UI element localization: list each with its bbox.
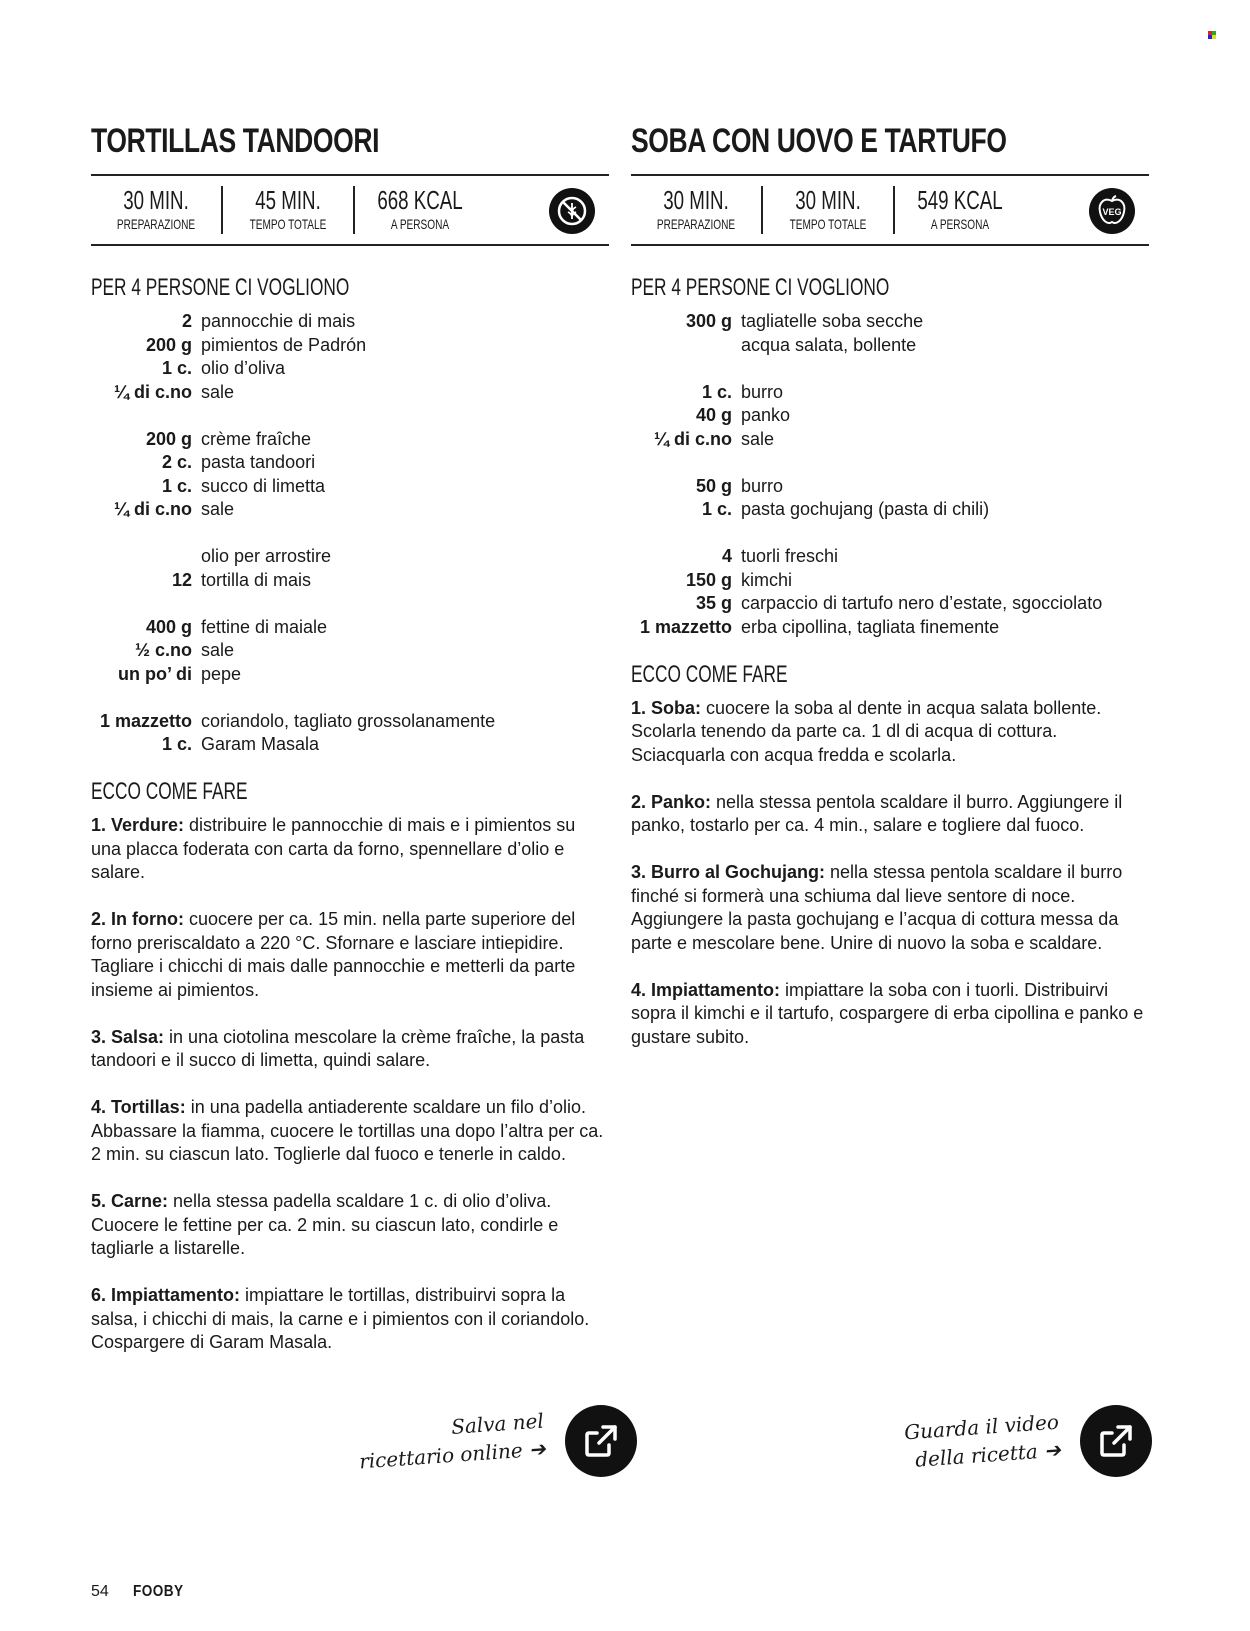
cta-line: Guarda il video [903, 1409, 1060, 1445]
method-heading: ECCO COME FARE [631, 660, 788, 688]
stat-label: TEMPO TOTALE [249, 216, 327, 233]
stat-value: 30 MIN. [123, 185, 189, 216]
stat-label: A PERSONA [390, 216, 450, 233]
ingredient-quantity: 12 [171, 569, 192, 590]
ingredient-quantity: 40 g [695, 405, 732, 425]
step-label: 6. Impiattamento: [91, 1285, 241, 1305]
ingredient-row [91, 334, 609, 358]
ingredient-quantity: 200 g [145, 428, 192, 449]
ingredient-name: panko [741, 405, 791, 425]
ingredient-name: pasta tandoori [201, 452, 316, 472]
cta-line: ricettario online ➔ [358, 1436, 547, 1474]
recipe-right [631, 118, 1149, 1073]
ingredient-quantity: 1 c. [161, 358, 192, 378]
stat-value: 30 MIN. [663, 185, 729, 216]
ingredient-row [91, 545, 609, 569]
ingredient-name: erba cipollina, tagliata finemente [741, 616, 1000, 637]
ingredient-row [91, 310, 609, 334]
cta-text [356, 1407, 546, 1476]
step-label: 2. Panko: [631, 791, 712, 812]
ingredient-quantity: 4 [721, 546, 732, 566]
step-label: 3. Salsa: [91, 1026, 165, 1047]
ingredient-name: tortilla di mais [201, 569, 312, 590]
step-text: in una ciotolina mescolare la crème fraîche, la pasta tandoori e il succo di limetta, quindi salare. [91, 1026, 585, 1070]
ingredient-quantity: 2 c. [161, 452, 192, 472]
ingredient-row [91, 569, 609, 593]
step-text: in una padella antiaderente scaldare un filo d’olio. Abbassare la fiamma, cuocere le tortillas una dopo l’altra per ca. 2 min. su ciascun lato. Toglierle dal fuoco e tenerle in caldo. [91, 1097, 604, 1164]
method-step [631, 697, 1149, 768]
save-recipe-cta[interactable] [358, 1405, 637, 1477]
ingredient-quantity: 35 g [695, 593, 732, 613]
ingredient-quantity: 1 mazzetto [99, 710, 192, 731]
ingredient-row [91, 357, 609, 381]
ingredient-name: acqua salata, bollente [741, 334, 917, 355]
method-steps [631, 697, 1149, 1050]
step-label: 1. Verdure: [91, 815, 185, 835]
step-text: impiattare le tortillas, distribuirvi sopra la salsa, i chicchi di mais, la carne e i pimientos con il coriandolo. Cospargere di Garam Masala. [91, 1285, 590, 1352]
stat-kcal [895, 186, 1025, 234]
step-label: 3. Burro al Gochujang: [631, 862, 826, 882]
ingredient-row [91, 475, 609, 499]
ingredients-heading: PER 4 PERSONE CI VOGLIONO [631, 274, 890, 301]
ingredient-quantity: 2 [181, 311, 192, 331]
ingredient-group [91, 710, 609, 757]
stat-value: 549 KCAL [917, 185, 1003, 216]
page-footer [91, 1583, 192, 1601]
ingredient-name: crème fraîche [201, 428, 312, 449]
ingredient-row [91, 428, 609, 452]
method-heading: ECCO COME FARE [91, 778, 248, 805]
watch-video-cta[interactable] [905, 1405, 1152, 1477]
ingredients-list [631, 310, 1149, 639]
stat-kcal [355, 186, 485, 234]
step-text: cuocere per ca. 15 min. nella parte superiore del forno preriscaldato a 220 °C. Sfornare e lasciare intiepidire. Tagliare i chicchi di mais dalle pannocchie e metterli da parte insieme ai pimientos. [91, 909, 576, 1000]
step-label: 4. Tortillas: [91, 1097, 186, 1117]
step-text: nella stessa pentola scaldare il burro finché si formerà una schiuma dal lieve sentore di noce. Aggiungere la pasta gochujang e l’acqua di cottura messa da parte e mescolare bene. Unire di nuovo la soba e scaldare. [631, 862, 1123, 953]
ingredient-name: carpaccio di tartufo nero d’estate, sgocciolato [741, 593, 1103, 613]
stat-label: A PERSONA [930, 216, 990, 233]
step-label: 1. Soba: [631, 697, 702, 718]
ingredient-row [631, 334, 1149, 358]
ingredient-quantity: 1 mazzetto [639, 616, 732, 637]
method-step [631, 979, 1149, 1050]
method-step [91, 1190, 609, 1261]
ingredient-quantity [631, 334, 741, 358]
page-number: 54 [91, 1583, 109, 1600]
stat-value: 30 MIN. [795, 185, 861, 216]
stat-label: PREPARAZIONE [656, 216, 736, 233]
save-recipe-button[interactable] [565, 1405, 637, 1477]
method-step [91, 814, 609, 885]
ingredient-row [91, 616, 609, 640]
ingredient-quantity: 1 c. [161, 734, 192, 754]
step-text: impiattare la soba con i tuorli. Distribuirvi sopra il kimchi e il tartufo, cospargere di erba cipollina e panko e gustare subito. [631, 979, 1144, 1047]
recipe-title-block [631, 118, 1149, 176]
ingredient-row [631, 569, 1149, 593]
cta-text [903, 1408, 1061, 1475]
ingredient-name: kimchi [741, 569, 793, 590]
ingredient-group [631, 545, 1149, 639]
recipe-stats [631, 176, 1149, 246]
ingredient-row [631, 498, 1149, 522]
print-registration-mark [1208, 31, 1216, 39]
cta-line: Salva nel [450, 1408, 545, 1439]
step-label: 5. Carne: [91, 1191, 169, 1211]
ingredient-group [91, 310, 609, 404]
ingredient-name: burro [741, 475, 784, 496]
recipe-left [91, 118, 609, 1378]
ingredient-name: burro [741, 381, 784, 402]
step-text: nella stessa padella scaldare 1 c. di olio d’oliva. Cuocere le fettine per ca. 2 min. su ciascun lato, condirle e tagliarle a listarelle. [91, 1191, 559, 1258]
stat-value: 668 KCAL [377, 185, 463, 216]
stat-label: PREPARAZIONE [116, 216, 196, 233]
method-step [91, 1096, 609, 1167]
ingredient-name: olio per arrostire [201, 546, 332, 566]
stat-total [763, 186, 895, 234]
ingredient-name: pasta gochujang (pasta di chili) [741, 499, 990, 519]
ingredient-row [91, 451, 609, 475]
step-text: nella stessa pentola scaldare il burro. Aggiungere il panko, tostarlo per ca. 4 min., salare e togliere dal fuoco. [631, 791, 1123, 835]
ingredient-name: pepe [201, 663, 242, 684]
ingredient-name: coriandolo, tagliato grossolanamente [201, 710, 496, 731]
ingredient-name: sale [201, 640, 235, 660]
step-label: 4. Impiattamento: [631, 979, 781, 1000]
ingredient-row [91, 639, 609, 663]
ingredients-list [91, 310, 609, 757]
ingredient-row [631, 428, 1149, 452]
ingredient-row [91, 710, 609, 734]
method-step [91, 908, 609, 1002]
ingredient-group [631, 475, 1149, 522]
ingredient-group [91, 545, 609, 592]
ingredient-quantity: 50 g [695, 475, 732, 496]
ingredient-quantity [91, 545, 201, 569]
ingredient-name: tagliatelle soba secche [741, 311, 924, 331]
ingredient-row [631, 545, 1149, 569]
ingredient-row [631, 310, 1149, 334]
ingredient-row [631, 475, 1149, 499]
ingredient-quantity: un po’ di [118, 663, 192, 684]
veg-badge-label: VEG [1102, 207, 1122, 217]
ingredient-name: sale [201, 499, 235, 519]
recipe-title: SOBA CON UOVO E TARTUFO [631, 122, 1007, 160]
ingredient-row [631, 381, 1149, 405]
stat-prep [91, 186, 223, 234]
ingredients-heading: PER 4 PERSONE CI VOGLIONO [91, 274, 350, 301]
method-step [91, 1284, 609, 1355]
ingredient-row [631, 616, 1149, 640]
step-label: 2. In forno: [91, 909, 184, 929]
external-link-icon [1094, 1419, 1138, 1463]
ingredient-row [631, 404, 1149, 428]
step-text: distribuire le pannocchie di mais e i pimientos su una placca foderata con carta da forno, spennellare d’olio e salare. [91, 815, 576, 882]
stat-value: 45 MIN. [255, 185, 321, 216]
veg-icon [1089, 188, 1135, 234]
ingredient-row [91, 498, 609, 522]
ingredient-quantity: 200 g [145, 334, 192, 355]
ingredient-quantity: ¼ di c.no [113, 499, 192, 519]
ingredient-row [91, 381, 609, 405]
stat-total [223, 186, 355, 234]
method-steps [91, 814, 609, 1355]
ingredient-row [91, 733, 609, 757]
recipe-title: TORTILLAS TANDOORI [91, 122, 380, 160]
ingredient-row [631, 592, 1149, 616]
ingredient-quantity: 150 g [685, 569, 732, 590]
ingredient-quantity: 1 c. [701, 381, 732, 402]
ingredient-group [631, 310, 1149, 357]
step-text: cuocere la soba al dente in acqua salata bollente. Scolarla tenendo da parte ca. 1 dl di acqua di cottura. Sciacquarla con acqua fredda e scolarla. [631, 697, 1102, 765]
ingredient-row [91, 663, 609, 687]
recipe-stats [91, 176, 609, 246]
cta-line: della ricetta ➔ [914, 1437, 1062, 1472]
ingredient-quantity: ¼ di c.no [653, 428, 732, 449]
gluten-free-icon [549, 188, 595, 234]
ingredient-name: pannocchie di mais [201, 311, 356, 331]
ingredient-quantity: ¼ di c.no [113, 381, 192, 402]
ingredient-quantity: 400 g [145, 616, 192, 637]
stat-prep [631, 186, 763, 234]
ingredient-group [631, 381, 1149, 452]
method-step [631, 791, 1149, 838]
ingredient-name: sale [201, 381, 235, 402]
method-step [631, 861, 1149, 955]
ingredient-name: tuorli freschi [741, 546, 839, 566]
ingredient-group [91, 428, 609, 522]
ingredient-name: succo di limetta [201, 475, 326, 496]
ingredient-name: pimientos de Padrón [201, 334, 367, 355]
brand-name: FOOBY [132, 1583, 184, 1600]
ingredient-quantity: ½ c.no [134, 640, 192, 660]
method-step [91, 1026, 609, 1073]
ingredient-name: sale [741, 428, 775, 449]
ingredient-quantity: 300 g [685, 311, 732, 331]
external-link-icon [579, 1419, 623, 1463]
ingredient-name: Garam Masala [201, 734, 320, 754]
ingredient-name: olio d’oliva [201, 358, 286, 378]
stat-label: TEMPO TOTALE [789, 216, 867, 233]
ingredient-group [91, 616, 609, 687]
watch-video-button[interactable] [1080, 1405, 1152, 1477]
recipe-title-block [91, 118, 609, 176]
ingredient-quantity: 1 c. [701, 499, 732, 519]
ingredient-name: fettine di maiale [201, 616, 328, 637]
ingredient-quantity: 1 c. [161, 475, 192, 496]
